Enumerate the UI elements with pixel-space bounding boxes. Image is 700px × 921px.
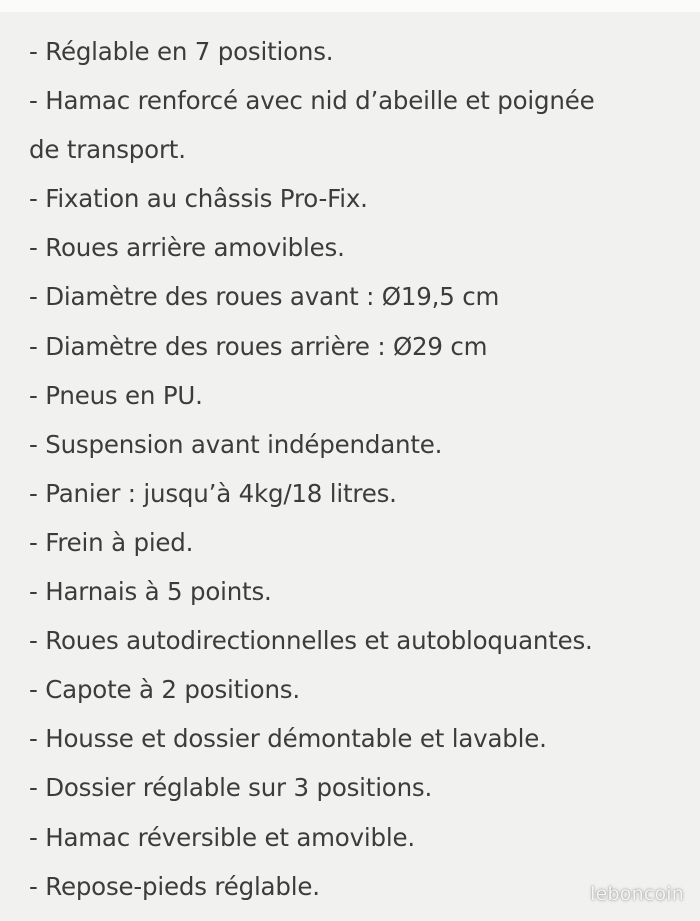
feature-line: - Harnais à 5 points. [29, 577, 272, 607]
feature-line: - Frein à pied. [29, 527, 194, 557]
feature-line: - Pneus en PU. [29, 380, 203, 410]
feature-line: - Diamètre des roues arrière : Ø29 cm [29, 331, 488, 361]
feature-line: - Repose-pieds réglable. [29, 871, 320, 901]
feature-line: - Hamac réversible et amovible. [29, 822, 415, 852]
leboncoin-watermark: leboncoin [590, 883, 684, 905]
feature-line: - Dossier réglable sur 3 positions. [29, 773, 433, 803]
feature-list [29, 27, 694, 911]
feature-line: - Housse et dossier démontable et lavable. [29, 724, 547, 754]
feature-line: - Diamètre des roues avant : Ø19,5 cm [29, 282, 500, 312]
feature-line: - Roues autodirectionnelles et autobloquantes. [29, 626, 593, 656]
feature-line: - Suspension avant indépendante. [29, 429, 443, 459]
feature-line: - Hamac renforcé avec nid d’abeille et poignée [29, 86, 595, 116]
feature-line: - Fixation au châssis Pro-Fix. [29, 184, 368, 214]
feature-line: - Capote à 2 positions. [29, 675, 300, 705]
feature-line: - Panier : jusqu’à 4kg/18 litres. [29, 478, 397, 508]
feature-line: - Réglable en 7 positions. [29, 37, 334, 66]
feature-line: - Roues arrière amovibles. [29, 233, 345, 263]
feature-line: de transport. [29, 135, 186, 165]
top-border [0, 0, 700, 12]
